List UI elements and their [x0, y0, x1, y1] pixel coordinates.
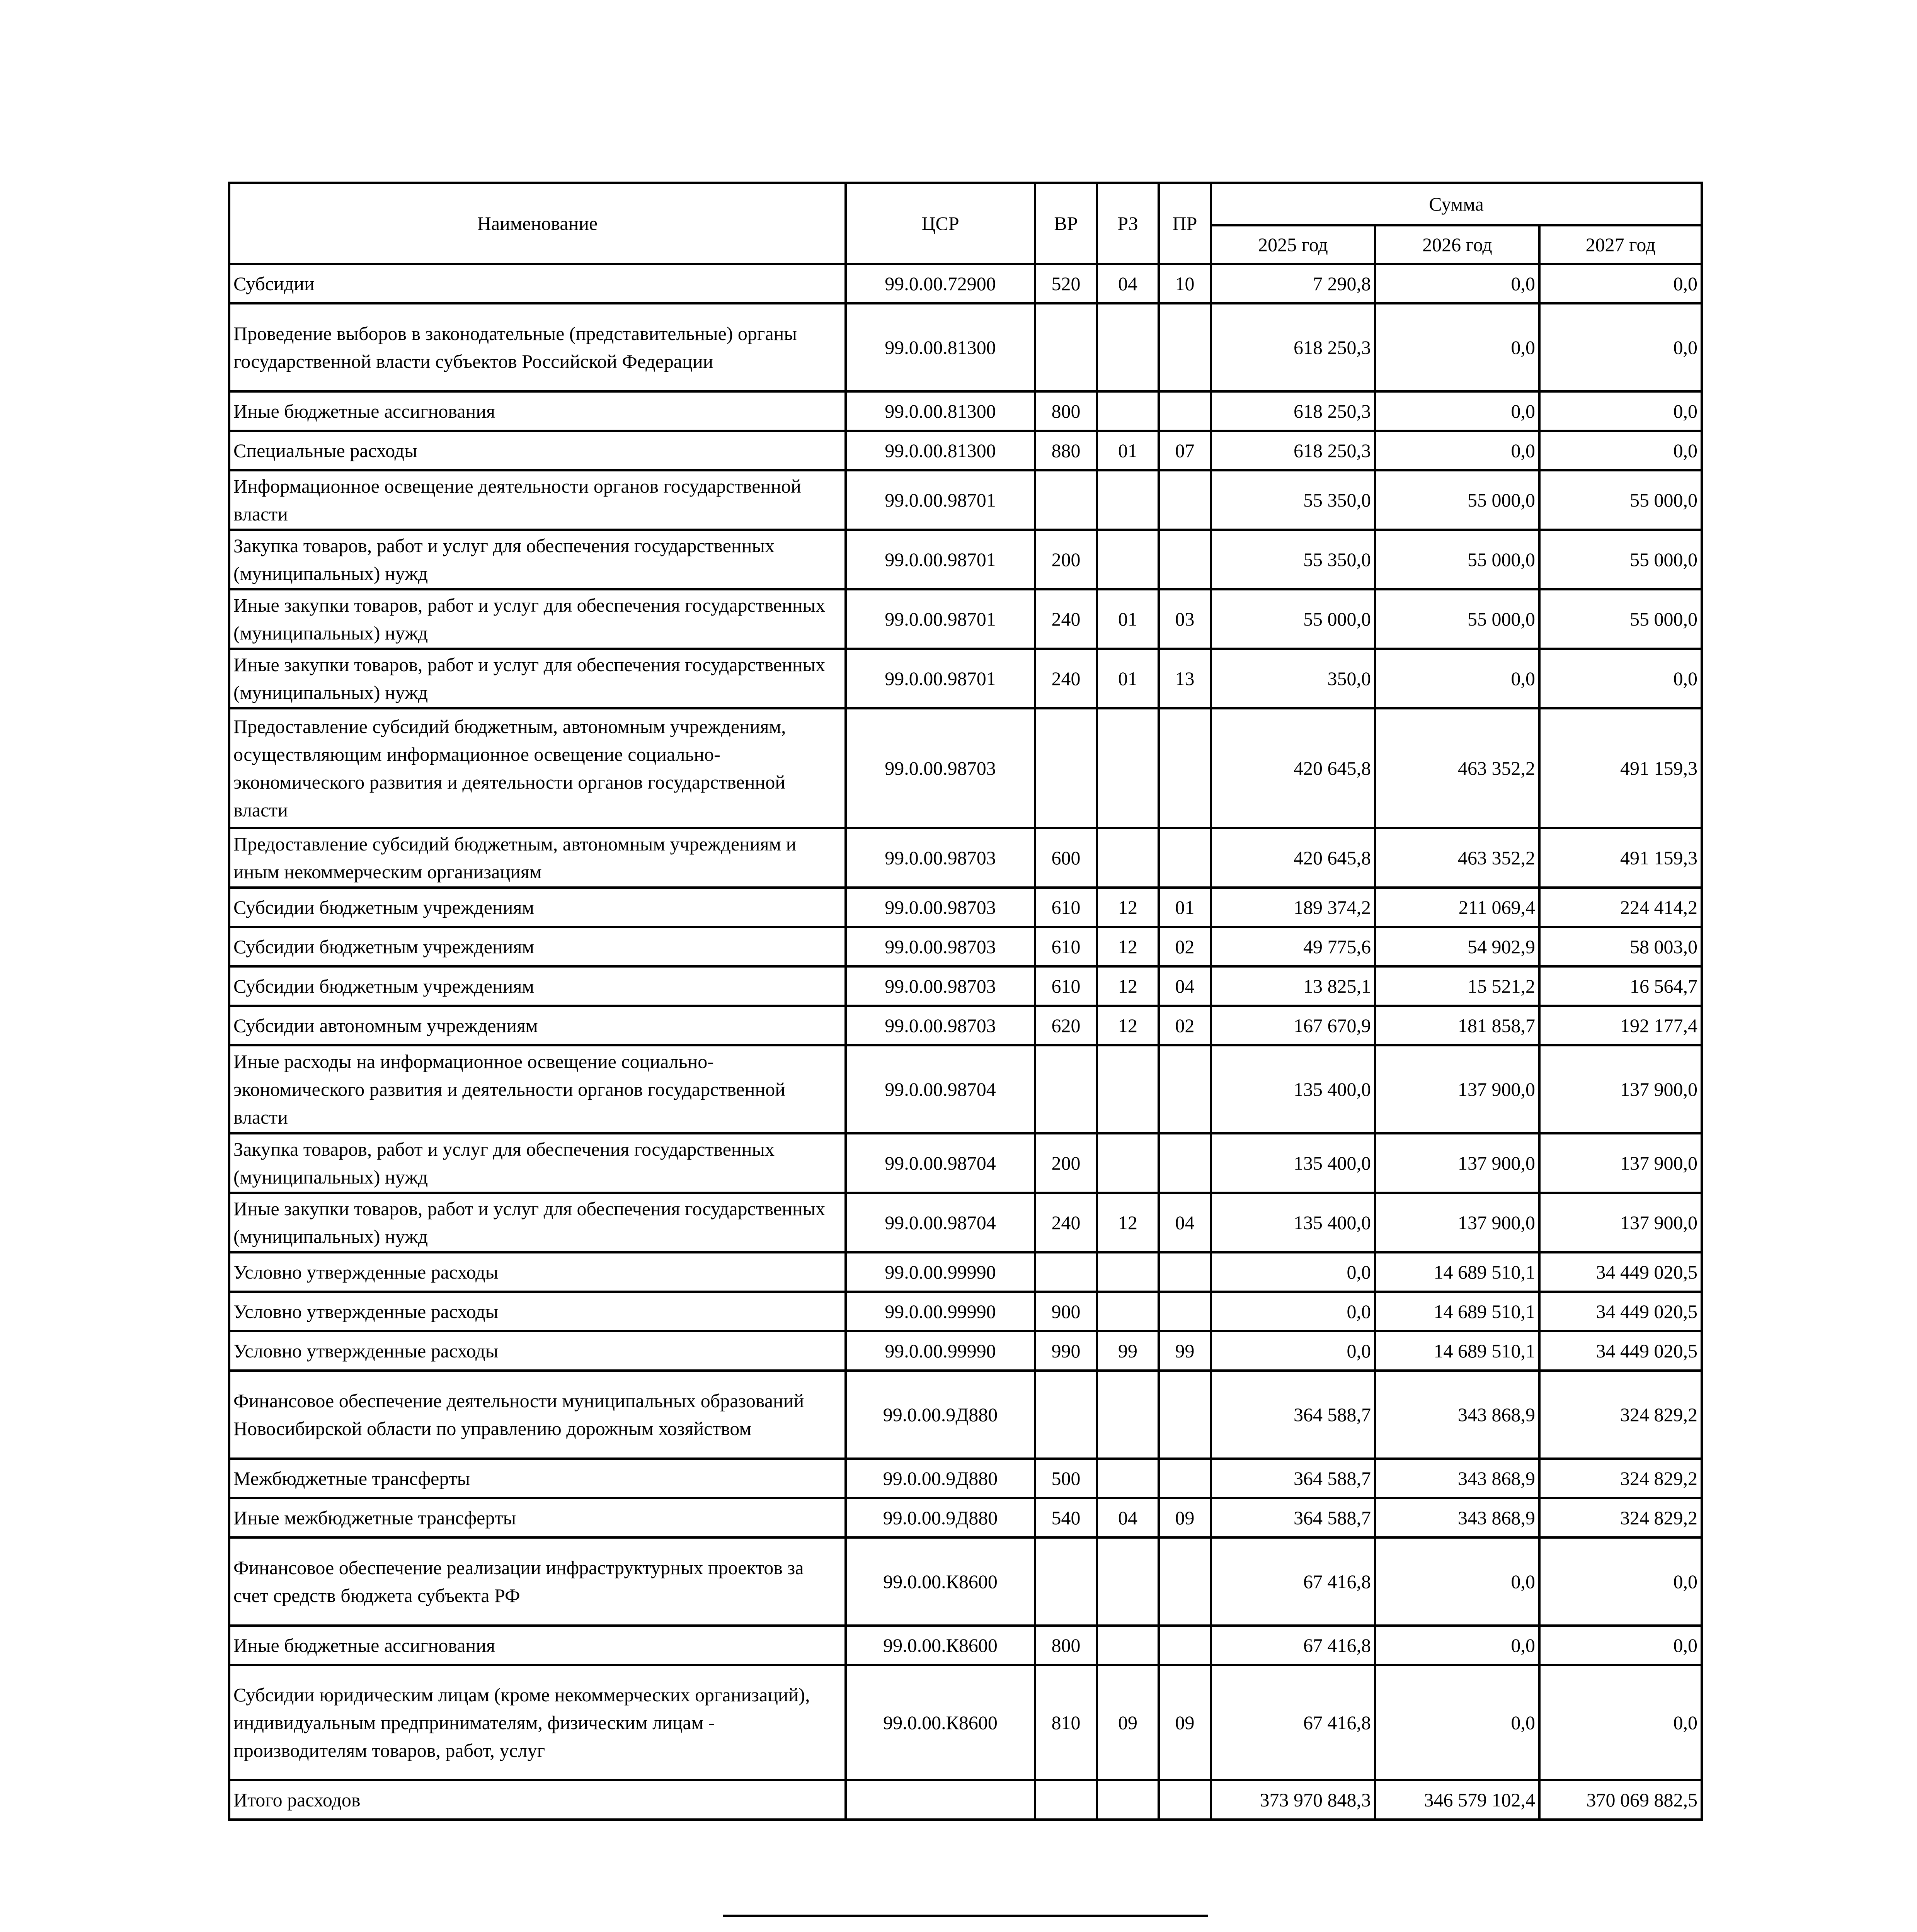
cell-csr: 99.0.00.81300: [846, 303, 1035, 391]
cell-rz: 04: [1097, 1498, 1159, 1537]
cell-vr: 610: [1035, 927, 1097, 966]
cell-pr: [1159, 1626, 1211, 1665]
cell-sum-2025: 0,0: [1211, 1252, 1375, 1292]
cell-vr: [1035, 1252, 1097, 1292]
cell-sum-2026: 343 868,9: [1375, 1371, 1539, 1459]
cell-sum-2026: 14 689 510,1: [1375, 1292, 1539, 1331]
header-csr: ЦСР: [846, 183, 1035, 264]
cell-pr: 09: [1159, 1498, 1211, 1537]
cell-sum-2027: 16 564,7: [1539, 966, 1702, 1006]
cell-pr: [1159, 1371, 1211, 1459]
cell-name: Иные межбюджетные трансферты: [229, 1498, 846, 1537]
table-row: [229, 470, 1702, 530]
cell-pr: 02: [1159, 927, 1211, 966]
cell-sum-2025: 55 350,0: [1211, 530, 1375, 589]
cell-vr: 520: [1035, 264, 1097, 303]
cell-rz: 12: [1097, 966, 1159, 1006]
cell-sum-2025: 0,0: [1211, 1292, 1375, 1331]
cell-sum-2026: 15 521,2: [1375, 966, 1539, 1006]
cell-sum-2027: 34 449 020,5: [1539, 1292, 1702, 1331]
cell-csr: 99.0.00.98703: [846, 966, 1035, 1006]
table-row: [229, 303, 1702, 391]
cell-vr: 990: [1035, 1331, 1097, 1371]
cell-sum-2027: 58 003,0: [1539, 927, 1702, 966]
cell-rz: [1097, 1459, 1159, 1498]
cell-rz: 01: [1097, 589, 1159, 649]
cell-sum-2026: 55 000,0: [1375, 589, 1539, 649]
cell-name: Субсидии бюджетным учреждениям: [229, 966, 846, 1006]
total-row: [229, 1780, 1702, 1820]
cell-sum-2027: 324 829,2: [1539, 1371, 1702, 1459]
cell-sum-2026: 54 902,9: [1375, 927, 1539, 966]
cell-sum-2027: 324 829,2: [1539, 1498, 1702, 1537]
table-row: [229, 1193, 1702, 1252]
cell-vr: [1035, 1371, 1097, 1459]
cell-pr: [1159, 828, 1211, 888]
cell-rz: [1097, 1045, 1159, 1133]
cell-sum-2025: 135 400,0: [1211, 1193, 1375, 1252]
cell-name: Проведение выборов в законодательные (представительные) органы государственной власти субъектов Российской Федерации: [229, 303, 846, 391]
cell-rz: [1097, 1537, 1159, 1626]
cell-name: Условно утвержденные расходы: [229, 1331, 846, 1371]
table-row: [229, 431, 1702, 470]
cell-name: Иные закупки товаров, работ и услуг для обеспечения государственных (муниципальных) нужд: [229, 649, 846, 708]
table-body: [229, 264, 1702, 1820]
header-sum: Сумма: [1211, 183, 1702, 225]
cell-name: Субсидии автономным учреждениям: [229, 1006, 846, 1045]
cell-name: Финансовое обеспечение реализации инфраструктурных проектов за счет средств бюджета субъекта РФ: [229, 1537, 846, 1626]
cell-sum-2025: 420 645,8: [1211, 708, 1375, 828]
cell-name: Предоставление субсидий бюджетным, автономным учреждениям и иным некоммерческим организациям: [229, 828, 846, 888]
cell-sum-2025: 67 416,8: [1211, 1537, 1375, 1626]
cell-sum-2025: 55 000,0: [1211, 589, 1375, 649]
cell-sum-2027: 0,0: [1539, 1665, 1702, 1780]
header-year-2027: 2027 год: [1539, 225, 1702, 264]
cell-csr: 99.0.00.99990: [846, 1292, 1035, 1331]
table-header-row: [229, 183, 1702, 225]
cell-sum-2027: 55 000,0: [1539, 470, 1702, 530]
cell-sum-2025: 67 416,8: [1211, 1665, 1375, 1780]
cell-csr: 99.0.00.98703: [846, 1006, 1035, 1045]
cell-vr: 200: [1035, 1133, 1097, 1193]
cell-sum-2027: 192 177,4: [1539, 1006, 1702, 1045]
cell-sum-2026: 0,0: [1375, 1626, 1539, 1665]
cell-sum-2027: 324 829,2: [1539, 1459, 1702, 1498]
table-row: [229, 530, 1702, 589]
cell-name: Субсидии бюджетным учреждениям: [229, 927, 846, 966]
cell-vr: [1035, 303, 1097, 391]
cell-name: Иные расходы на информационное освещение социально-экономического развития и деятельности органов государственной власти: [229, 1045, 846, 1133]
table-row: [229, 1626, 1702, 1665]
cell-sum-2025: 618 250,3: [1211, 303, 1375, 391]
cell-csr: 99.0.00.99990: [846, 1252, 1035, 1292]
table-row: [229, 708, 1702, 828]
cell-rz: [1097, 470, 1159, 530]
cell-pr: [1159, 391, 1211, 431]
cell-pr: 03: [1159, 589, 1211, 649]
cell-pr: [1159, 303, 1211, 391]
cell-sum-2025: 49 775,6: [1211, 927, 1375, 966]
table-row: [229, 1252, 1702, 1292]
cell-vr: 610: [1035, 966, 1097, 1006]
total-csr-empty: [846, 1780, 1035, 1820]
cell-csr: 99.0.00.9Д880: [846, 1459, 1035, 1498]
cell-sum-2025: 67 416,8: [1211, 1626, 1375, 1665]
cell-rz: [1097, 303, 1159, 391]
cell-sum-2027: 137 900,0: [1539, 1045, 1702, 1133]
cell-rz: 12: [1097, 1193, 1159, 1252]
cell-name: Предоставление субсидий бюджетным, автономным учреждениям, осуществляющим информационное освещение социально-экономического развития и деятельности органов государственной власти: [229, 708, 846, 828]
cell-rz: 12: [1097, 1006, 1159, 1045]
total-pr-empty: [1159, 1780, 1211, 1820]
cell-sum-2026: 0,0: [1375, 431, 1539, 470]
cell-csr: 99.0.00.98703: [846, 927, 1035, 966]
cell-pr: [1159, 1292, 1211, 1331]
cell-sum-2025: 55 350,0: [1211, 470, 1375, 530]
cell-sum-2027: 137 900,0: [1539, 1193, 1702, 1252]
cell-sum-2025: 364 588,7: [1211, 1459, 1375, 1498]
cell-name: Иные закупки товаров, работ и услуг для обеспечения государственных (муниципальных) нужд: [229, 589, 846, 649]
table-row: [229, 391, 1702, 431]
cell-name: Информационное освещение деятельности органов государственной власти: [229, 470, 846, 530]
cell-sum-2027: 0,0: [1539, 431, 1702, 470]
cell-rz: 99: [1097, 1331, 1159, 1371]
cell-sum-2026: 137 900,0: [1375, 1133, 1539, 1193]
cell-sum-2025: 7 290,8: [1211, 264, 1375, 303]
cell-csr: 99.0.00.98701: [846, 470, 1035, 530]
cell-vr: 240: [1035, 1193, 1097, 1252]
cell-name: Финансовое обеспечение деятельности муниципальных образований Новосибирской области по управлению дорожным хозяйством: [229, 1371, 846, 1459]
table-row: [229, 1006, 1702, 1045]
cell-pr: 09: [1159, 1665, 1211, 1780]
footer-divider: [723, 1915, 1208, 1917]
cell-rz: [1097, 1252, 1159, 1292]
cell-vr: 610: [1035, 888, 1097, 927]
cell-csr: 99.0.00.98701: [846, 530, 1035, 589]
table-row: [229, 966, 1702, 1006]
cell-sum-2027: 491 159,3: [1539, 828, 1702, 888]
cell-pr: [1159, 708, 1211, 828]
cell-sum-2025: 167 670,9: [1211, 1006, 1375, 1045]
cell-sum-2027: 224 414,2: [1539, 888, 1702, 927]
cell-sum-2026: 0,0: [1375, 649, 1539, 708]
cell-name: Условно утвержденные расходы: [229, 1292, 846, 1331]
cell-rz: [1097, 530, 1159, 589]
cell-vr: 200: [1035, 530, 1097, 589]
cell-pr: 07: [1159, 431, 1211, 470]
table-row: [229, 1371, 1702, 1459]
table-row: [229, 1045, 1702, 1133]
cell-name: Субсидии бюджетным учреждениям: [229, 888, 846, 927]
cell-sum-2027: 491 159,3: [1539, 708, 1702, 828]
cell-sum-2026: 0,0: [1375, 264, 1539, 303]
cell-name: Субсидии: [229, 264, 846, 303]
cell-vr: 620: [1035, 1006, 1097, 1045]
cell-name: Иные закупки товаров, работ и услуг для обеспечения государственных (муниципальных) нужд: [229, 1193, 846, 1252]
header-pr: ПР: [1159, 183, 1211, 264]
cell-sum-2027: 0,0: [1539, 1626, 1702, 1665]
cell-name: Иные бюджетные ассигнования: [229, 391, 846, 431]
cell-rz: 01: [1097, 649, 1159, 708]
cell-sum-2027: 0,0: [1539, 264, 1702, 303]
header-name: Наименование: [229, 183, 846, 264]
cell-sum-2027: 0,0: [1539, 1537, 1702, 1626]
total-sum-2027: 370 069 882,5: [1539, 1780, 1702, 1820]
cell-rz: 04: [1097, 264, 1159, 303]
cell-vr: 880: [1035, 431, 1097, 470]
cell-vr: [1035, 1537, 1097, 1626]
cell-rz: [1097, 1371, 1159, 1459]
cell-csr: 99.0.00.К8600: [846, 1537, 1035, 1626]
cell-csr: 99.0.00.72900: [846, 264, 1035, 303]
cell-sum-2025: 350,0: [1211, 649, 1375, 708]
total-label: Итого расходов: [229, 1780, 846, 1820]
cell-csr: 99.0.00.81300: [846, 431, 1035, 470]
cell-sum-2026: 55 000,0: [1375, 530, 1539, 589]
cell-name: Условно утвержденные расходы: [229, 1252, 846, 1292]
cell-csr: 99.0.00.98704: [846, 1193, 1035, 1252]
cell-vr: 810: [1035, 1665, 1097, 1780]
cell-pr: [1159, 1045, 1211, 1133]
cell-sum-2027: 0,0: [1539, 391, 1702, 431]
cell-sum-2027: 0,0: [1539, 303, 1702, 391]
cell-sum-2025: 13 825,1: [1211, 966, 1375, 1006]
cell-sum-2026: 14 689 510,1: [1375, 1331, 1539, 1371]
cell-sum-2026: 137 900,0: [1375, 1045, 1539, 1133]
cell-pr: 04: [1159, 1193, 1211, 1252]
cell-rz: [1097, 708, 1159, 828]
cell-csr: 99.0.00.98701: [846, 649, 1035, 708]
cell-pr: [1159, 530, 1211, 589]
cell-rz: 01: [1097, 431, 1159, 470]
table-row: [229, 1133, 1702, 1193]
cell-csr: 99.0.00.98703: [846, 828, 1035, 888]
cell-sum-2027: 0,0: [1539, 649, 1702, 708]
cell-csr: 99.0.00.98704: [846, 1133, 1035, 1193]
cell-pr: 13: [1159, 649, 1211, 708]
cell-sum-2027: 55 000,0: [1539, 530, 1702, 589]
cell-name: Закупка товаров, работ и услуг для обеспечения государственных (муниципальных) нужд: [229, 530, 846, 589]
cell-vr: [1035, 1045, 1097, 1133]
cell-pr: [1159, 470, 1211, 530]
cell-sum-2025: 135 400,0: [1211, 1045, 1375, 1133]
cell-pr: 10: [1159, 264, 1211, 303]
cell-sum-2025: 0,0: [1211, 1331, 1375, 1371]
cell-sum-2026: 211 069,4: [1375, 888, 1539, 927]
cell-csr: 99.0.00.99990: [846, 1331, 1035, 1371]
header-year-2026: 2026 год: [1375, 225, 1539, 264]
cell-rz: [1097, 1292, 1159, 1331]
table-row: [229, 649, 1702, 708]
cell-sum-2026: 343 868,9: [1375, 1498, 1539, 1537]
cell-sum-2026: 137 900,0: [1375, 1193, 1539, 1252]
cell-sum-2026: 463 352,2: [1375, 828, 1539, 888]
cell-vr: 600: [1035, 828, 1097, 888]
cell-vr: 800: [1035, 1626, 1097, 1665]
cell-vr: 240: [1035, 589, 1097, 649]
cell-vr: [1035, 708, 1097, 828]
header-year-2025: 2025 год: [1211, 225, 1375, 264]
cell-pr: 01: [1159, 888, 1211, 927]
table-row: [229, 1537, 1702, 1626]
cell-name: Иные бюджетные ассигнования: [229, 1626, 846, 1665]
cell-name: Специальные расходы: [229, 431, 846, 470]
cell-rz: [1097, 1133, 1159, 1193]
cell-csr: 99.0.00.98703: [846, 708, 1035, 828]
cell-rz: 12: [1097, 888, 1159, 927]
cell-rz: [1097, 828, 1159, 888]
cell-sum-2025: 618 250,3: [1211, 431, 1375, 470]
cell-pr: [1159, 1252, 1211, 1292]
table-row: [229, 828, 1702, 888]
total-sum-2025: 373 970 848,3: [1211, 1780, 1375, 1820]
cell-pr: [1159, 1537, 1211, 1626]
cell-vr: 500: [1035, 1459, 1097, 1498]
budget-table: [228, 182, 1703, 1821]
cell-sum-2027: 55 000,0: [1539, 589, 1702, 649]
cell-pr: 99: [1159, 1331, 1211, 1371]
cell-vr: 240: [1035, 649, 1097, 708]
cell-csr: 99.0.00.9Д880: [846, 1371, 1035, 1459]
cell-pr: 04: [1159, 966, 1211, 1006]
table-row: [229, 1331, 1702, 1371]
header-vr: ВР: [1035, 183, 1097, 264]
cell-sum-2026: 14 689 510,1: [1375, 1252, 1539, 1292]
cell-sum-2026: 55 000,0: [1375, 470, 1539, 530]
cell-sum-2026: 343 868,9: [1375, 1459, 1539, 1498]
cell-rz: 09: [1097, 1665, 1159, 1780]
table-row: [229, 264, 1702, 303]
cell-sum-2027: 34 449 020,5: [1539, 1331, 1702, 1371]
cell-sum-2025: 135 400,0: [1211, 1133, 1375, 1193]
cell-sum-2025: 189 374,2: [1211, 888, 1375, 927]
cell-csr: 99.0.00.81300: [846, 391, 1035, 431]
cell-sum-2026: 0,0: [1375, 391, 1539, 431]
cell-csr: 99.0.00.К8600: [846, 1665, 1035, 1780]
cell-sum-2027: 137 900,0: [1539, 1133, 1702, 1193]
total-sum-2026: 346 579 102,4: [1375, 1780, 1539, 1820]
table-row: [229, 888, 1702, 927]
cell-name: Закупка товаров, работ и услуг для обеспечения государственных (муниципальных) нужд: [229, 1133, 846, 1193]
cell-sum-2025: 618 250,3: [1211, 391, 1375, 431]
cell-vr: 540: [1035, 1498, 1097, 1537]
cell-vr: 800: [1035, 391, 1097, 431]
cell-csr: 99.0.00.98703: [846, 888, 1035, 927]
cell-sum-2026: 463 352,2: [1375, 708, 1539, 828]
cell-csr: 99.0.00.9Д880: [846, 1498, 1035, 1537]
total-vr-empty: [1035, 1780, 1097, 1820]
table-row: [229, 927, 1702, 966]
cell-pr: [1159, 1133, 1211, 1193]
cell-sum-2026: 181 858,7: [1375, 1006, 1539, 1045]
total-rz-empty: [1097, 1780, 1159, 1820]
cell-csr: 99.0.00.98704: [846, 1045, 1035, 1133]
table-row: [229, 589, 1702, 649]
cell-name: Межбюджетные трансферты: [229, 1459, 846, 1498]
cell-sum-2025: 420 645,8: [1211, 828, 1375, 888]
table-row: [229, 1665, 1702, 1780]
cell-vr: 900: [1035, 1292, 1097, 1331]
cell-name: Субсидии юридическим лицам (кроме некоммерческих организаций), индивидуальным предпринимателям, физическим лицам - производителям товаров, работ, услуг: [229, 1665, 846, 1780]
cell-rz: [1097, 1626, 1159, 1665]
cell-sum-2025: 364 588,7: [1211, 1498, 1375, 1537]
cell-rz: [1097, 391, 1159, 431]
cell-sum-2027: 34 449 020,5: [1539, 1252, 1702, 1292]
header-rz: РЗ: [1097, 183, 1159, 264]
cell-pr: 02: [1159, 1006, 1211, 1045]
cell-sum-2025: 364 588,7: [1211, 1371, 1375, 1459]
cell-vr: [1035, 470, 1097, 530]
table-row: [229, 1292, 1702, 1331]
table-row: [229, 1459, 1702, 1498]
cell-sum-2026: 0,0: [1375, 303, 1539, 391]
cell-pr: [1159, 1459, 1211, 1498]
table-row: [229, 1498, 1702, 1537]
cell-rz: 12: [1097, 927, 1159, 966]
cell-csr: 99.0.00.К8600: [846, 1626, 1035, 1665]
cell-sum-2026: 0,0: [1375, 1537, 1539, 1626]
cell-csr: 99.0.00.98701: [846, 589, 1035, 649]
cell-sum-2026: 0,0: [1375, 1665, 1539, 1780]
